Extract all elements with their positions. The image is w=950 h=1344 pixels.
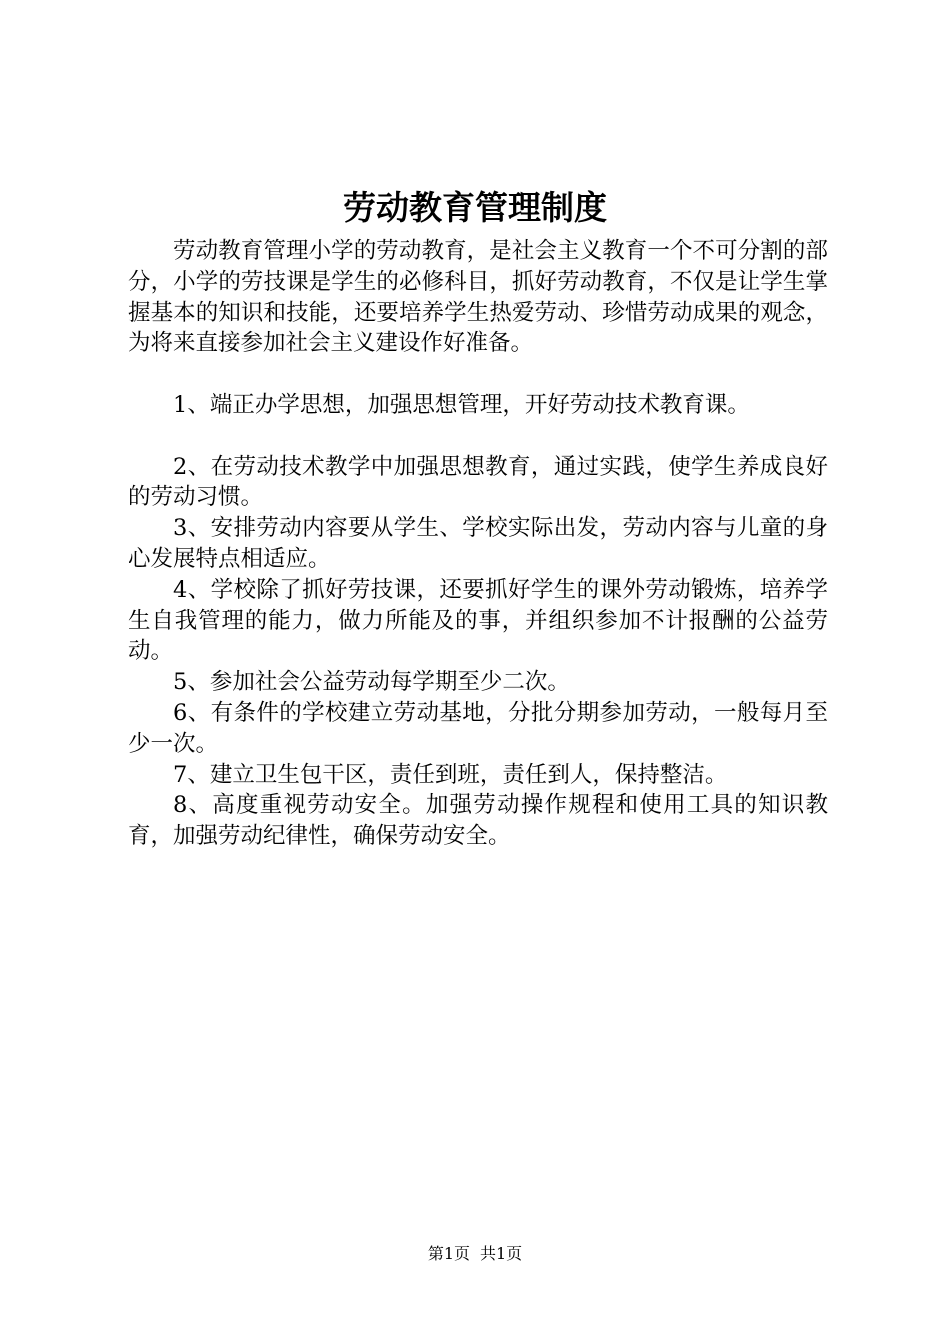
document-body — [128, 236, 828, 852]
document-title: 劳动教育管理制度 — [343, 188, 607, 227]
intro-paragraph: 劳动教育管理小学的劳动教育，是社会主义教育一个不可分割的部分，小学的劳技课是学生的必修科目，抓好劳动教育，不仅是让学生掌握基本的知识和技能，还要培养学生热爱劳动、珍惜劳动成果的观念，为将来直接参加社会主义建设作好准备。 — [128, 238, 828, 357]
paragraph-spacer — [128, 421, 828, 452]
page-number-total: 共1页 — [480, 1244, 523, 1263]
page-number-current: 第1页 — [427, 1244, 470, 1263]
rule-item-4: 4、学校除了抓好劳技课，还要抓好学生的课外劳动锻炼，培养学生自我管理的能力，做力所能及的事，并组织参加不计报酬的公益劳动。 — [128, 576, 828, 665]
rule-item-7: 7、建立卫生包干区，责任到班，责任到人，保持整洁。 — [173, 761, 728, 788]
page-footer — [0, 1244, 950, 1264]
rule-item-2: 2、在劳动技术教学中加强思想教育，通过实践，使学生养成良好的劳动习惯。 — [128, 453, 828, 511]
rule-item-8: 8、高度重视劳动安全。加强劳动操作规程和使用工具的知识教育，加强劳动纪律性，确保劳动安全。 — [128, 792, 828, 850]
paragraph-spacer — [128, 359, 828, 390]
rule-item-1: 1、端正办学思想，加强思想管理，开好劳动技术教育课。 — [173, 391, 750, 418]
rule-item-5: 5、参加社会公益劳动每学期至少二次。 — [173, 669, 570, 696]
rule-item-6: 6、有条件的学校建立劳动基地，分批分期参加劳动，一般每月至少一次。 — [128, 699, 828, 757]
rule-item-3: 3、安排劳动内容要从学生、学校实际出发，劳动内容与儿童的身心发展特点相适应。 — [128, 515, 828, 572]
